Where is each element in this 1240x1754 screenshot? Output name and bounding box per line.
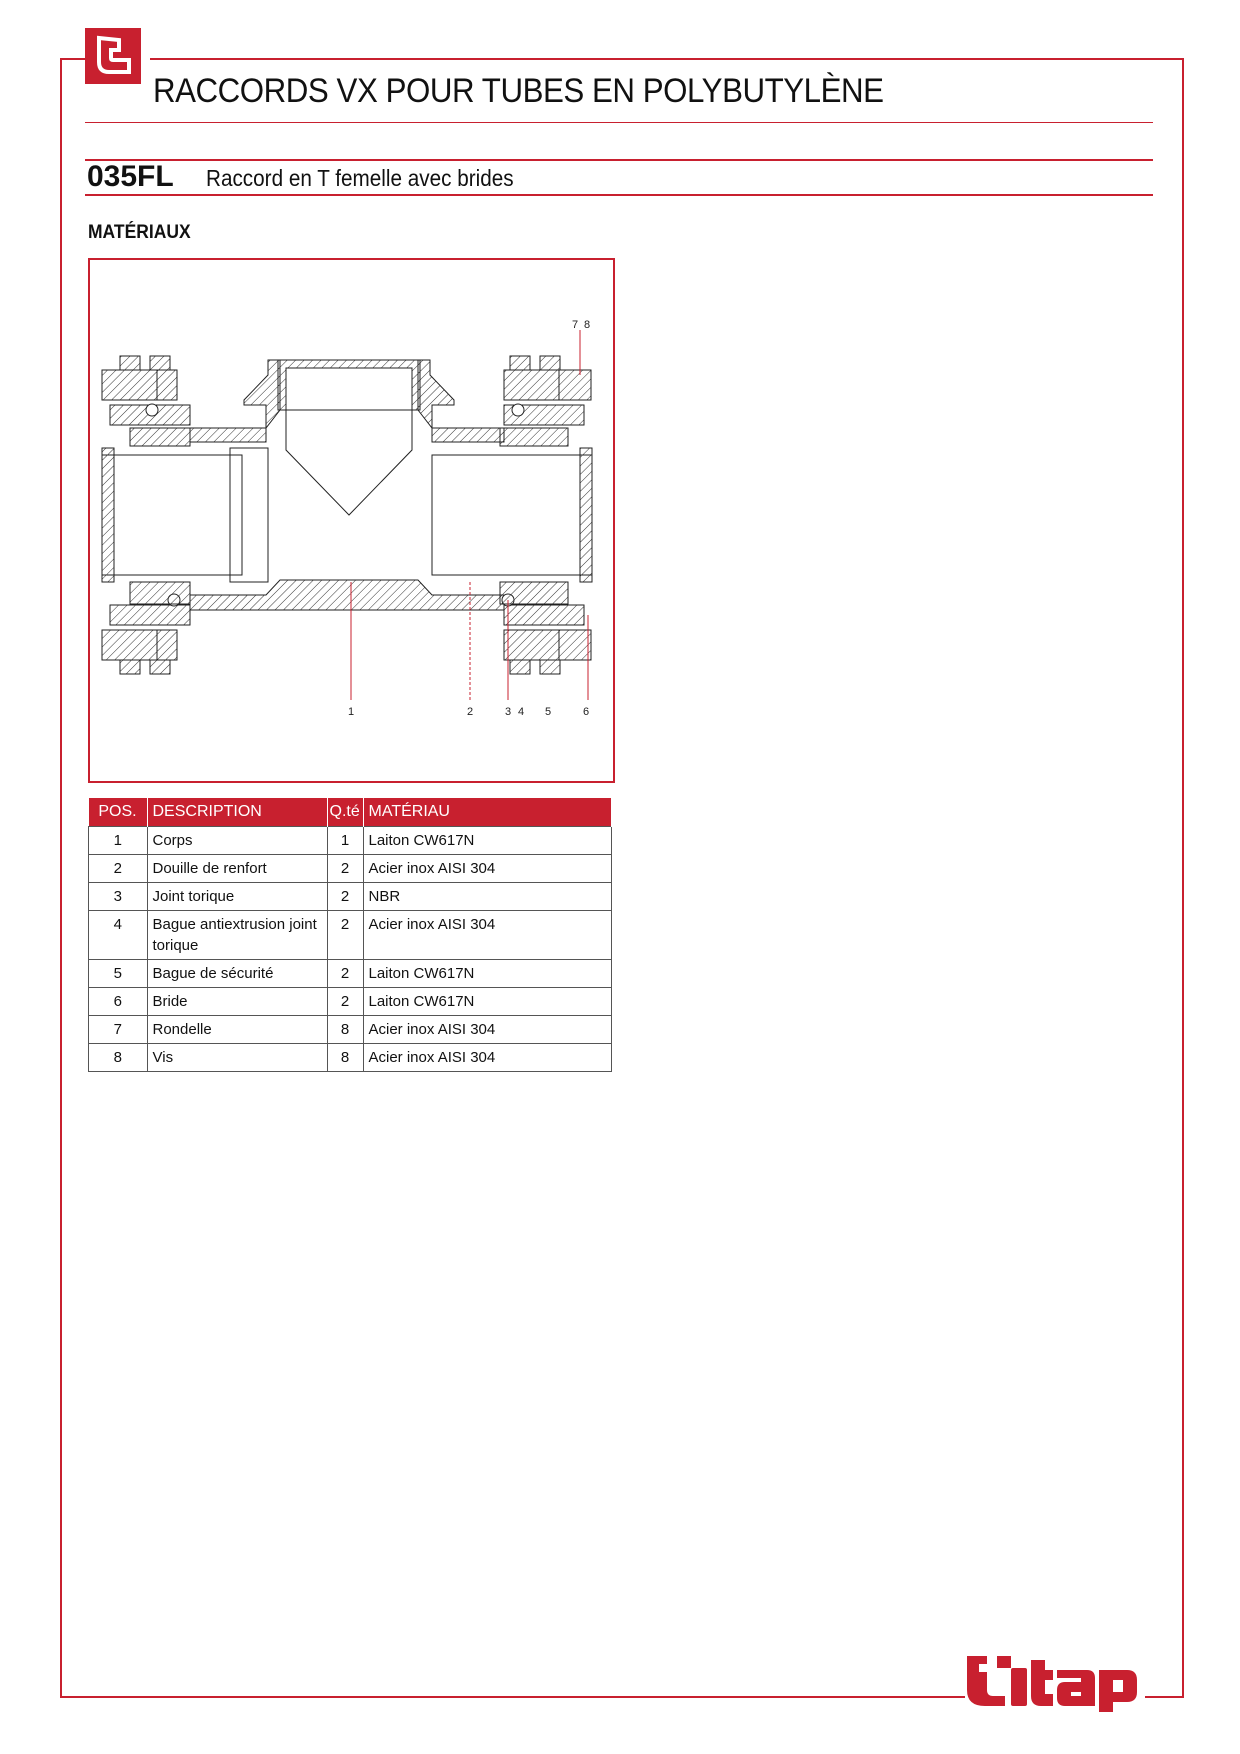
frame-top-right — [150, 58, 1184, 60]
header-qte: Q.té — [327, 798, 363, 827]
cell-qte: 2 — [327, 883, 363, 911]
header-pos: POS. — [89, 798, 148, 827]
cell-pos: 3 — [89, 883, 148, 911]
cell-description: Vis — [147, 1044, 327, 1072]
frame-bottom-right — [1145, 1696, 1183, 1698]
drawing-label-4: 4 — [518, 706, 525, 718]
cell-materiau: Acier inox AISI 304 — [363, 855, 612, 883]
frame-top-left — [60, 58, 85, 60]
cell-qte: 2 — [327, 855, 363, 883]
table-row — [89, 855, 612, 883]
cell-pos: 4 — [89, 911, 148, 960]
cell-qte: 8 — [327, 1044, 363, 1072]
frame-left — [60, 58, 62, 1698]
drawing-label-3: 3 — [505, 706, 512, 718]
drawing-label-1: 1 — [348, 706, 355, 718]
cell-pos: 1 — [89, 827, 148, 855]
frame-right — [1182, 58, 1184, 1698]
page-title: RACCORDS VX POUR TUBES EN POLYBUTYLÈNE — [153, 72, 884, 110]
table-row — [89, 960, 612, 988]
table-row — [89, 883, 612, 911]
table-row — [89, 827, 612, 855]
cell-description: Bride — [147, 988, 327, 1016]
product-description: Raccord en T femelle avec brides — [206, 165, 514, 191]
table-row — [89, 988, 612, 1016]
cell-description: Bague de sécurité — [147, 960, 327, 988]
cell-pos: 6 — [89, 988, 148, 1016]
drawing-label-5: 5 — [545, 706, 552, 718]
cell-description: Corps — [147, 827, 327, 855]
cell-materiau: Laiton CW617N — [363, 960, 612, 988]
cell-qte: 2 — [327, 960, 363, 988]
table-row — [89, 1016, 612, 1044]
brand-mark-icon — [85, 28, 141, 84]
section-title: MATÉRIAUX — [88, 222, 191, 243]
cell-qte: 8 — [327, 1016, 363, 1044]
cell-materiau: Laiton CW617N — [363, 988, 612, 1016]
drawing-label-8: 8 — [584, 319, 591, 331]
drawing-label-7: 7 — [572, 319, 579, 331]
materials-table — [88, 798, 612, 1072]
frame-bottom — [60, 1696, 965, 1698]
cell-pos: 8 — [89, 1044, 148, 1072]
header-materiau: MATÉRIAU — [363, 798, 612, 827]
cell-materiau: Acier inox AISI 304 — [363, 1016, 612, 1044]
cell-materiau: Laiton CW617N — [363, 827, 612, 855]
drawing-label-2: 2 — [467, 706, 474, 718]
product-line-bottom — [85, 194, 1153, 196]
itap-logo-icon — [965, 1650, 1140, 1712]
table-row — [89, 911, 612, 960]
cell-qte: 2 — [327, 911, 363, 960]
product-code: 035FL — [87, 160, 174, 193]
cell-description: Douille de renfort — [147, 855, 327, 883]
drawing-label-6: 6 — [583, 706, 590, 718]
cell-qte: 1 — [327, 827, 363, 855]
technical-drawing — [88, 258, 615, 783]
cell-description: Rondelle — [147, 1016, 327, 1044]
cell-pos: 5 — [89, 960, 148, 988]
table-row — [89, 1044, 612, 1072]
cell-pos: 7 — [89, 1016, 148, 1044]
cell-description: Joint torique — [147, 883, 327, 911]
cell-materiau: Acier inox AISI 304 — [363, 911, 612, 960]
header-description: DESCRIPTION — [147, 798, 327, 827]
product-line-top — [85, 159, 1153, 161]
cell-pos: 2 — [89, 855, 148, 883]
cell-materiau: NBR — [363, 883, 612, 911]
cell-qte: 2 — [327, 988, 363, 1016]
table-header-row — [89, 798, 612, 827]
cell-materiau: Acier inox AISI 304 — [363, 1044, 612, 1072]
title-underline — [85, 122, 1153, 123]
cell-description: Bague antiextrusion joint torique — [147, 911, 327, 960]
